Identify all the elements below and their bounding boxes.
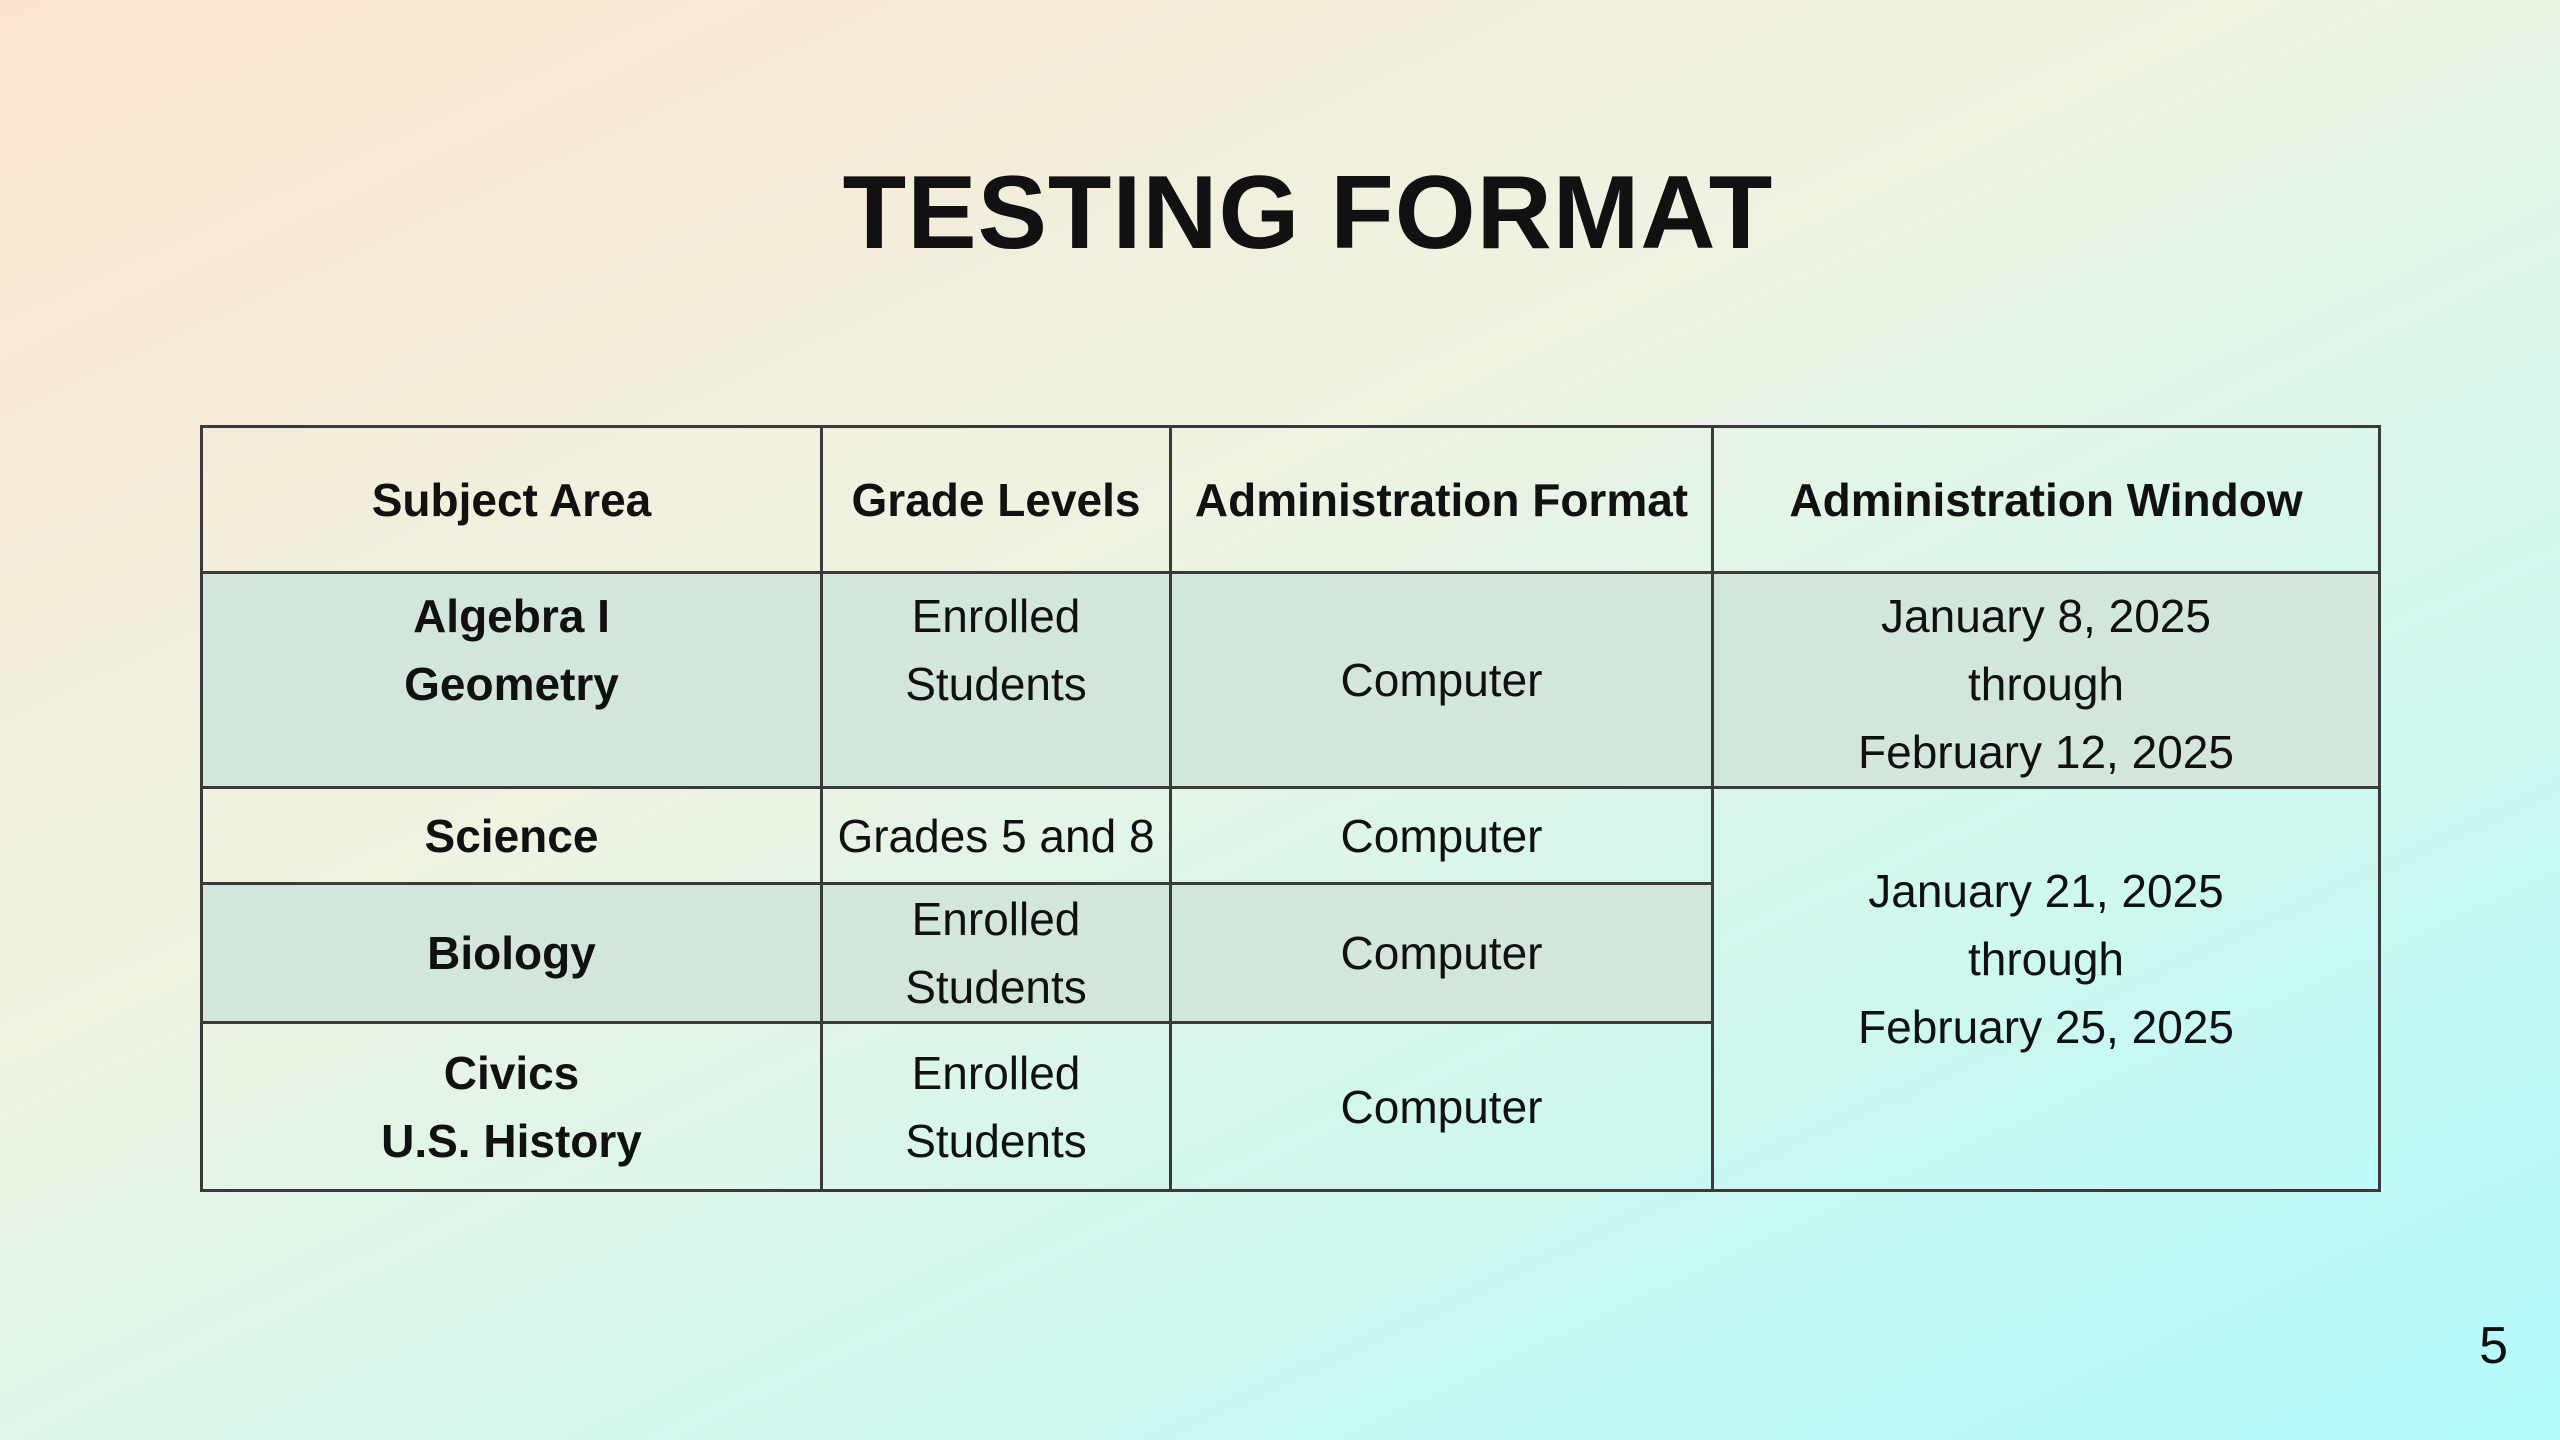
window-cell [1713,573,2380,788]
grade-line: Students [905,961,1087,1013]
grade-cell [822,884,1171,1023]
format-cell: Computer [1171,788,1713,884]
subject-cell [202,884,822,1023]
grade-line: Enrolled [911,1046,1081,1099]
subject-line: Science [424,809,599,862]
grade-cell [822,1023,1171,1191]
grade-line: Students [905,1114,1087,1167]
subject-cell [202,573,822,788]
window-line: January 21, 2025 [1868,865,2224,917]
format-cell: Computer [1171,1023,1713,1191]
header-administration-window: Administration Window [1713,427,2380,573]
window-line: February 25, 2025 [1858,1001,2234,1053]
table-row [202,573,2380,788]
merged-window-cell [1713,788,2380,1191]
window-line: February 12, 2025 [1858,726,2234,778]
subject-cell [202,788,822,884]
format-cell: Computer [1171,884,1713,1023]
header-row [202,427,2380,573]
subject-line: Civics [443,1046,580,1099]
testing-format-table [200,425,2381,1192]
subject-line: Algebra I [413,590,610,642]
grade-line: Enrolled [911,590,1081,642]
format-cell: Computer [1171,573,1713,788]
window-line: through [1967,658,2124,710]
subject-line: Biology [427,927,596,979]
subject-line: Geometry [404,658,619,710]
header-administration-format: Administration Format [1171,427,1713,573]
header-grade-levels: Grade Levels [822,427,1171,573]
slide-title: TESTING FORMAT [842,155,1774,271]
grade-line: Grades 5 and 8 [837,809,1155,862]
table-row [202,788,2380,884]
subject-line: U.S. History [381,1114,642,1167]
page-number: 5 [2479,1317,2508,1375]
grade-line: Enrolled [911,893,1081,945]
grade-line: Students [905,658,1087,710]
grade-cell [822,788,1171,884]
window-line: through [1967,933,2124,985]
subject-cell [202,1023,822,1191]
grade-cell [822,573,1171,788]
window-line: January 8, 2025 [1881,590,2211,642]
header-subject-area: Subject Area [202,427,822,573]
